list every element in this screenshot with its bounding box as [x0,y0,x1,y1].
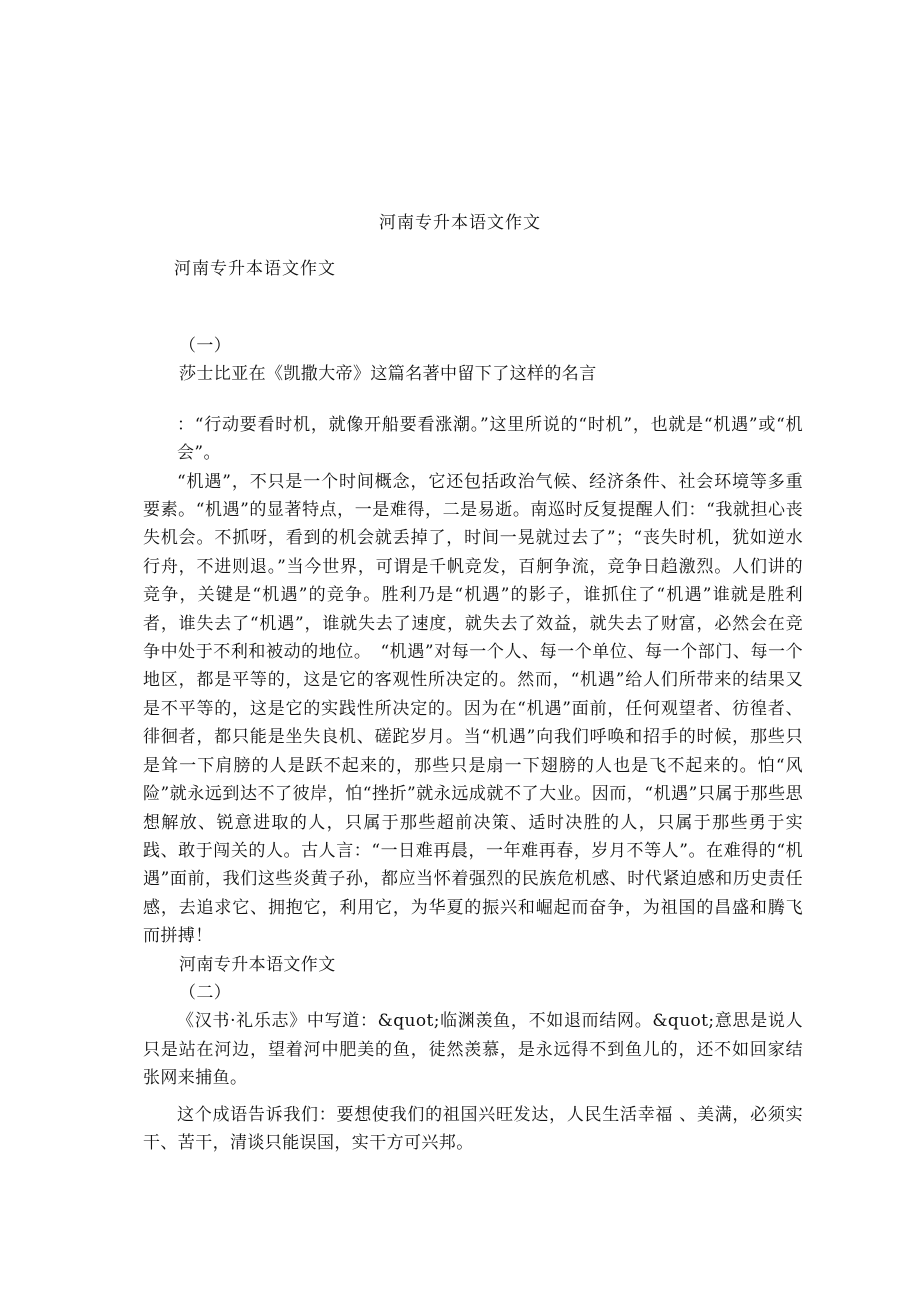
section-1-label: （一） [179,336,232,356]
section-1-intro: 莎士比亚在《凯撒大帝》这篇名著中留下了这样的名言 [179,364,597,385]
spacer [143,1093,803,1101]
document-body [143,332,803,1157]
spacer [143,389,803,411]
section-2-paragraph-1: 《汉书·礼乐志》中写道：&quot;临渊羡鱼，不如退而结网。&quot;意思是说人只是站在河边，望着河中肥美的鱼，徒然羡慕，是永远得不到鱼儿的，还不如回家结张网来捕鱼。 [143,1011,803,1089]
document-subtitle: 河南专升本语文作文 [174,259,336,279]
document-title: 河南专升本语文作文 [379,213,541,233]
section-1-paragraph-2: “机遇”，不只是一个时间概念，它还包括政治气候、经济条件、社会环境等多重要素。“机遇”的显著特点，一是难得，二是易逝。南巡时反复提醒人们：“我就担心丧失机会。不抓呀，看到的机会就丢掉了，时间一晃就过去了”；“丧失时机，犹如逆水行舟，不进则退。”当今世界，可谓是千帆竞发，百舸争流，竞争日趋激烈。人们讲的竞争，关键是“机遇”的竞争。胜利乃是“机遇”的影子，谁抓住了“机遇”谁就是胜利者，谁失去了“机遇”，谁就失去了速度，就失去了效益，就失去了财富，必然会在竞争中处于不利和被动的地位。 “机遇”对每一个人、每一个单位、每一个部门、每一个地区，都是平等的，这是它的客观性所决定的。然而，“机遇”给人们所带来的结果又是不平等的，这是它的实践性所决定的。因为在“机遇”面前，任何观望者、彷徨者、徘徊者，都只能是坐失良机、磋跎岁月。当“机遇”向我们呼唤和招手的时候，那些只是耸一下肩膀的人是跃不起来的，那些只是扇一下翅膀的人也是飞不起来的。怕“风险”就永远到达不了彼岸，怕“挫折”就永远成就不了大业。因而，“机遇”只属于那些思想解放、锐意进取的人，只属于那些超前决策、适时决胜的人，只属于那些勇于实践、敢于闯关的人。古人言：“一日难再晨，一年难再春，岁月不等人”。在难得的“机遇”面前，我们这些炎黄子孙，都应当怀着强烈的民族危机感、时代紧迫感和历史责任感，去追求它、拥抱它，利用它，为华夏的振兴和崛起而奋争，为祖国的昌盛和腾飞而拼搏！ [143,471,803,947]
section-2-paragraph-2: 这个成语告诉我们：要想使我们的祖国兴旺发达，人民生活幸福 、美满，必须实干、苦干，清谈只能误国，实干方可兴邦。 [143,1104,803,1153]
section-1-paragraph-1: ：“行动要看时机，就像开船要看涨潮。”这里所说的“时机”，也就是“机遇”或“机会”。 [177,414,803,464]
repeat-title: 河南专升本语文作文 [179,954,336,975]
section-2-label: （二） [179,982,232,1003]
